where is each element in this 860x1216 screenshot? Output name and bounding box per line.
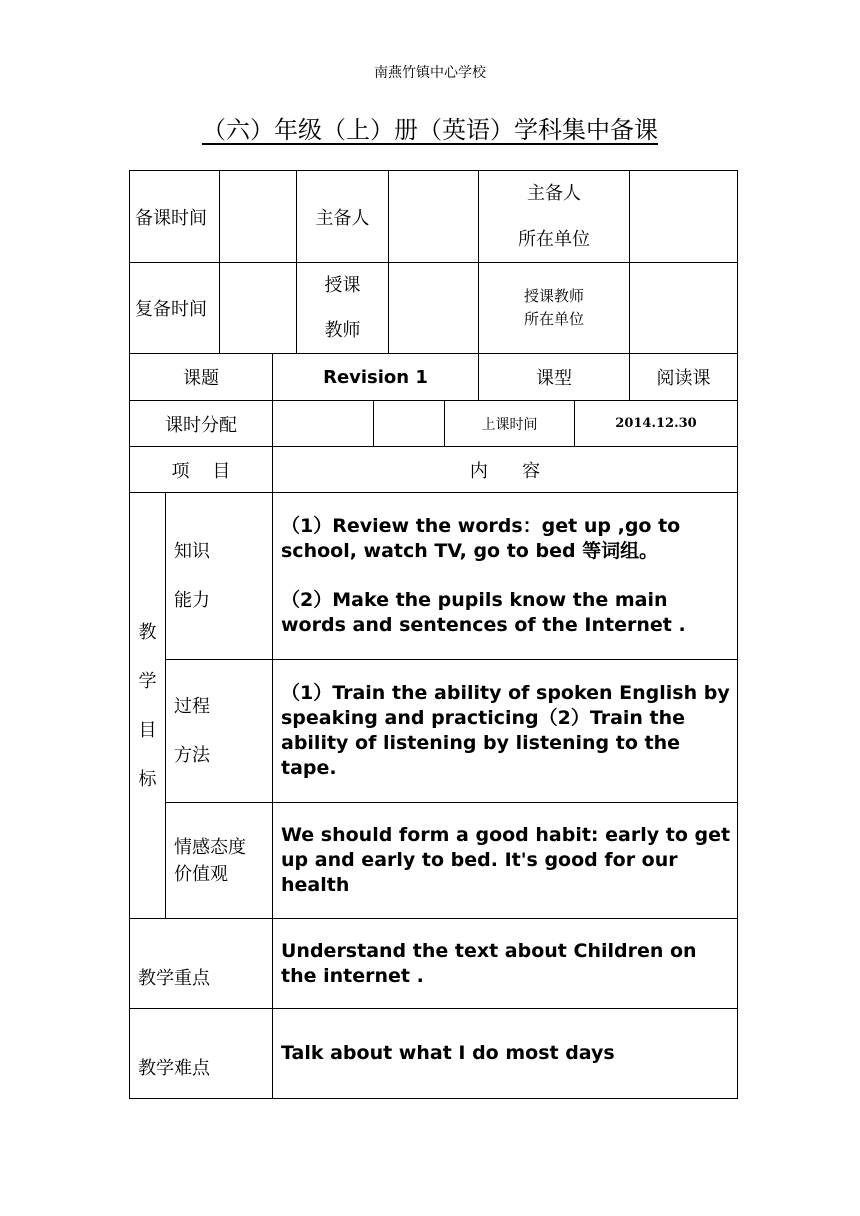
topic-value: Revision 1 <box>272 353 479 401</box>
school-name: 南燕竹镇中心学校 <box>374 65 486 81</box>
difficulties-content: Talk about what I do most days <box>272 1008 738 1099</box>
process-content: （1）Train the ability of spoken English by speaking and practicing（2）Train the ability of listening by listening to the tape. <box>272 659 738 803</box>
process-label <box>165 659 273 803</box>
knowledge-line2: 能力 <box>174 590 210 611</box>
goals-char-4: 标 <box>138 768 157 790</box>
process-line2: 方法 <box>174 745 210 766</box>
key-points-label: 教学重点 <box>129 918 273 1009</box>
difficulties-label: 教学难点 <box>129 1008 273 1099</box>
main-preparer-label: 主备人 <box>296 170 389 263</box>
goals-char-1: 教 <box>138 621 157 643</box>
lesson-type-label: 课型 <box>478 353 630 401</box>
class-time-value: 2014.12.30 <box>574 400 738 447</box>
class-time-label: 上课时间 <box>444 400 575 447</box>
teaching-goals-label <box>129 492 166 919</box>
key-points-content: Understand the text about Children on the internet . <box>272 918 738 1009</box>
emotion-content: We should form a good habit: early to get up and early to bed. It's good for our health <box>272 802 738 919</box>
period-value-2 <box>373 400 445 447</box>
prep-time-value <box>219 170 297 263</box>
review-time-label: 复备时间 <box>129 262 220 354</box>
lesson-type-value: 阅读课 <box>629 353 738 401</box>
knowledge-line1: 知识 <box>174 541 210 562</box>
teacher-unit-label <box>478 262 630 354</box>
knowledge-content <box>272 492 738 660</box>
teacher-label <box>296 262 389 354</box>
emotion-line2: 价值观 <box>174 863 228 885</box>
prep-time-label: 备课时间 <box>129 170 220 263</box>
topic-label: 课题 <box>129 353 273 401</box>
process-line1: 过程 <box>174 696 210 717</box>
knowledge-content-2: （2）Make the pupils know the main words and sentences of the Internet . <box>281 589 686 636</box>
main-preparer-unit-line1: 主备人 <box>527 182 581 204</box>
goals-char-2: 学 <box>138 670 157 692</box>
main-preparer-value <box>388 170 479 263</box>
content-header: 内 容 <box>272 446 738 493</box>
main-preparer-unit-line2: 所在单位 <box>518 228 590 250</box>
goals-char-3: 目 <box>138 719 157 741</box>
page-title <box>0 110 860 145</box>
knowledge-label <box>165 492 273 660</box>
teacher-line2: 教师 <box>324 320 361 341</box>
page-title-text: （六）年级（上）册（英语）学科集中备课 <box>202 116 658 144</box>
item-header: 项 目 <box>129 446 273 493</box>
period-value-1 <box>272 400 374 447</box>
teacher-line1: 授课 <box>324 275 361 296</box>
period-label: 课时分配 <box>129 400 273 447</box>
teacher-unit-line1: 授课教师 <box>523 287 584 305</box>
emotion-label <box>165 802 273 919</box>
review-time-value <box>219 262 297 354</box>
knowledge-content-1: （1）Review the words：get up ,go to school, watch TV, go to bed 等词组。 <box>281 515 681 562</box>
main-preparer-unit-value <box>629 170 738 263</box>
teacher-unit-line2: 所在单位 <box>523 310 584 328</box>
teacher-value <box>388 262 479 354</box>
emotion-line1: 情感态度 <box>174 836 246 858</box>
main-preparer-unit-label <box>478 170 630 263</box>
teacher-unit-value <box>629 262 738 354</box>
